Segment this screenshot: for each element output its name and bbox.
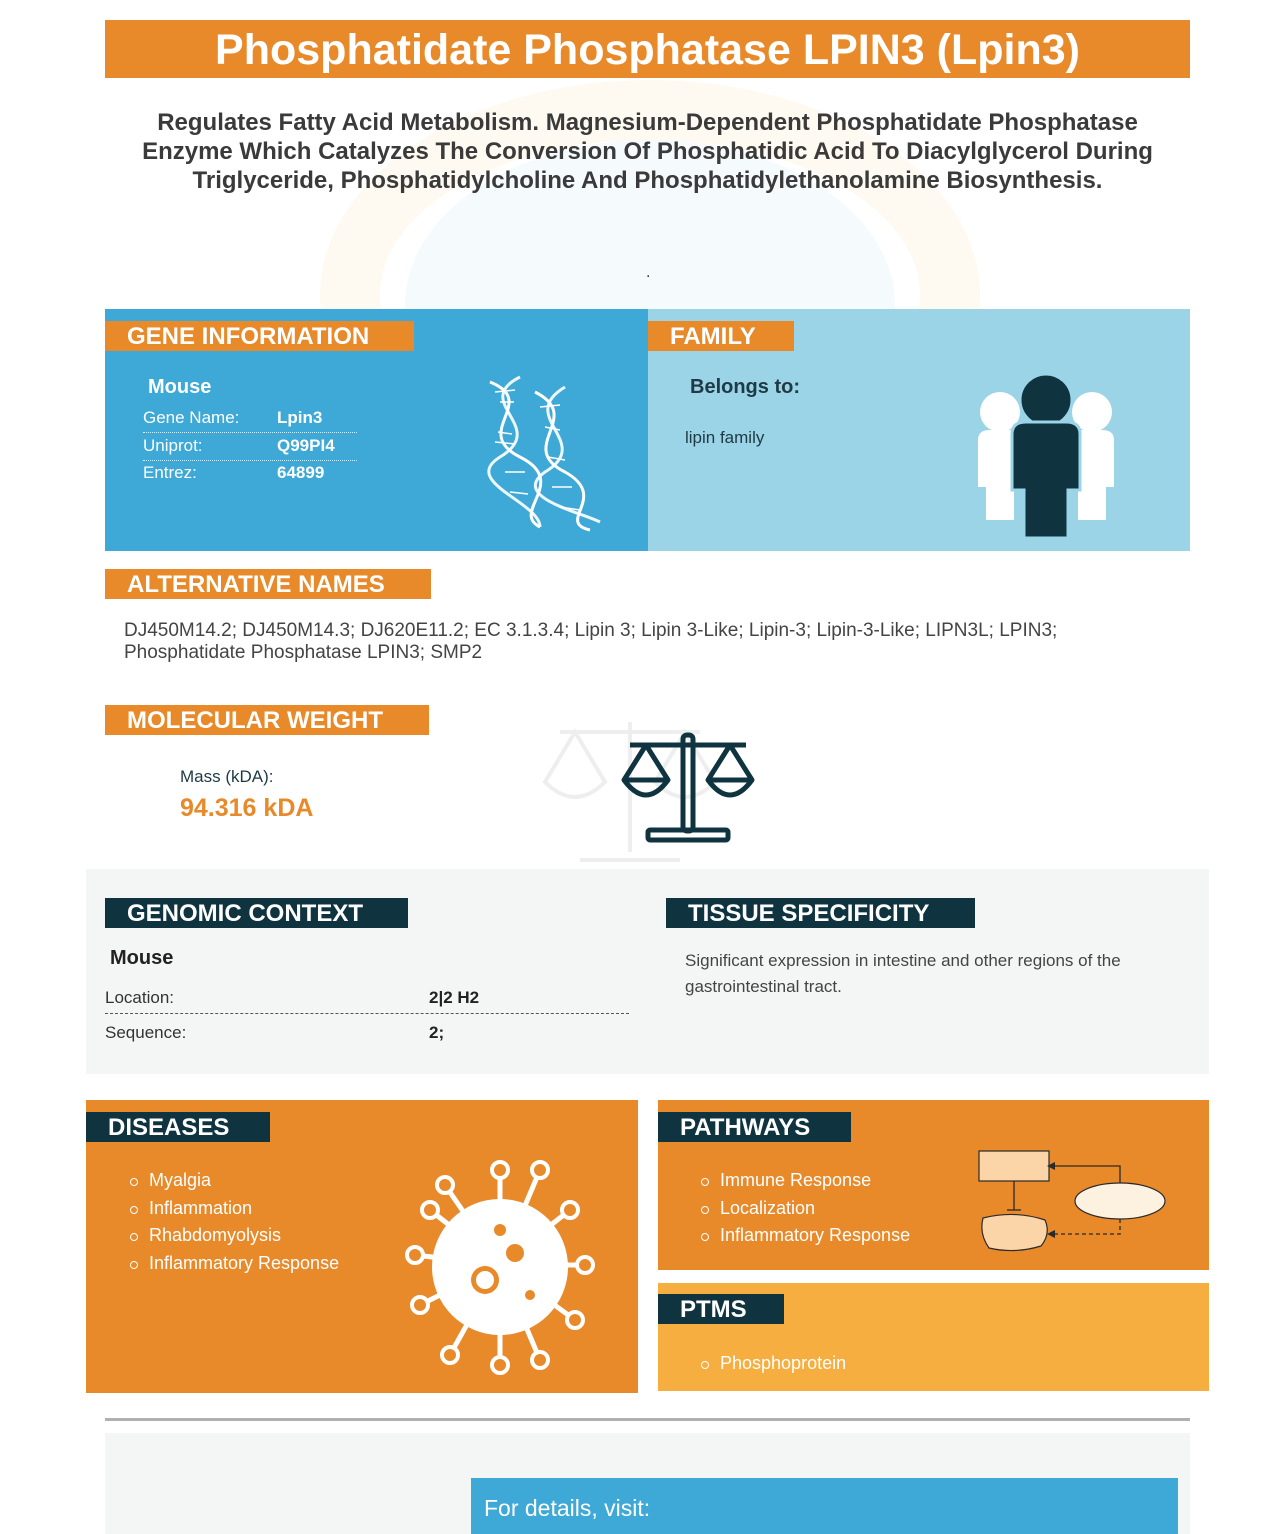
- diseases-list: [128, 1167, 339, 1277]
- tissue-specificity-text: Significant expression in intestine and other regions of the gastrointestinal tract.: [685, 951, 1121, 996]
- molecular-weight-heading: MOLECULAR WEIGHT: [105, 705, 429, 735]
- gene-information-heading: GENE INFORMATION: [105, 321, 414, 351]
- gene-species: Mouse: [148, 376, 212, 398]
- list-item: Localization: [699, 1195, 910, 1223]
- list-item: Inflammatory Response: [699, 1222, 910, 1250]
- genomic-row: [105, 984, 629, 1014]
- genomic-row-value: 2|2 H2: [429, 988, 480, 1007]
- genomic-species: Mouse: [110, 947, 174, 969]
- virus-icon: [405, 1155, 595, 1375]
- gene-info-row: [143, 406, 357, 433]
- genomic-row: [105, 1019, 629, 1049]
- mass-label: Mass (kDA):: [180, 767, 274, 786]
- family-value: lipin family: [685, 428, 765, 447]
- separator-dot: .: [646, 264, 651, 281]
- ptms-list: [699, 1350, 846, 1378]
- list-item: Rhabdomyolysis: [128, 1222, 339, 1250]
- alternative-names-heading: ALTERNATIVE NAMES: [105, 569, 431, 599]
- list-item: Phosphoprotein: [699, 1350, 846, 1378]
- people-group-icon: [970, 372, 1122, 540]
- tissue-specificity-heading: TISSUE SPECIFICITY: [666, 898, 975, 928]
- gene-info-label: Gene Name:: [143, 408, 240, 427]
- ptms-heading: PTMS: [658, 1294, 784, 1324]
- list-item: Inflammation: [128, 1195, 339, 1223]
- gene-info-label: Entrez:: [143, 463, 197, 482]
- list-item: Immune Response: [699, 1167, 910, 1195]
- balance-scale-icon: [620, 732, 756, 844]
- list-item: Myalgia: [128, 1167, 339, 1195]
- gene-info-row: [143, 434, 357, 461]
- details-link-box[interactable]: For details, visit:: [471, 1478, 1178, 1534]
- genomic-row-label: Sequence:: [105, 1023, 187, 1042]
- page-title: Phosphatidate Phosphatase LPIN3 (Lpin3): [105, 20, 1190, 78]
- diseases-heading: DISEASES: [86, 1112, 270, 1142]
- genomic-context-heading: GENOMIC CONTEXT: [105, 898, 408, 928]
- gene-info-row: [143, 461, 357, 488]
- genomic-row-label: Location:: [105, 988, 174, 1007]
- list-item: Inflammatory Response: [128, 1250, 339, 1278]
- gene-info-value: Q99PI4: [277, 436, 335, 455]
- pathways-list: [699, 1167, 910, 1250]
- protein-description: Regulates Fatty Acid Metabolism. Magnesium-Dependent Phosphatidate Phosphatase Enzyme Which Catalyzes The Conversion Of Phosphatidic Acid To Diacylglycerol During Triglyceride, Phosphatidylcholine And Phosphatidylethanolamine Biosynthesis.: [142, 109, 1153, 194]
- gene-info-value: 64899: [277, 463, 325, 482]
- pathway-diagram-icon: [975, 1148, 1170, 1258]
- pathways-heading: PATHWAYS: [658, 1112, 851, 1142]
- family-heading: FAMILY: [648, 321, 794, 351]
- family-belongs-label: Belongs to:: [690, 376, 800, 398]
- gene-info-value: Lpin3: [277, 408, 323, 427]
- genomic-row-value: 2;: [429, 1023, 445, 1042]
- mass-value: 94.316 kDA: [180, 794, 314, 822]
- dna-helix-icon: [470, 372, 610, 532]
- gene-info-label: Uniprot:: [143, 436, 203, 455]
- alternative-names-text: DJ450M14.2; DJ450M14.3; DJ620E11.2; EC 3.1.3.4; Lipin 3; Lipin 3-Like; Lipin-3; Lipin-3-Like; LIPN3L; LPIN3; Phosphatidate Phosphatase LPIN3; SMP2: [124, 620, 1058, 663]
- footer-divider: [105, 1418, 1190, 1421]
